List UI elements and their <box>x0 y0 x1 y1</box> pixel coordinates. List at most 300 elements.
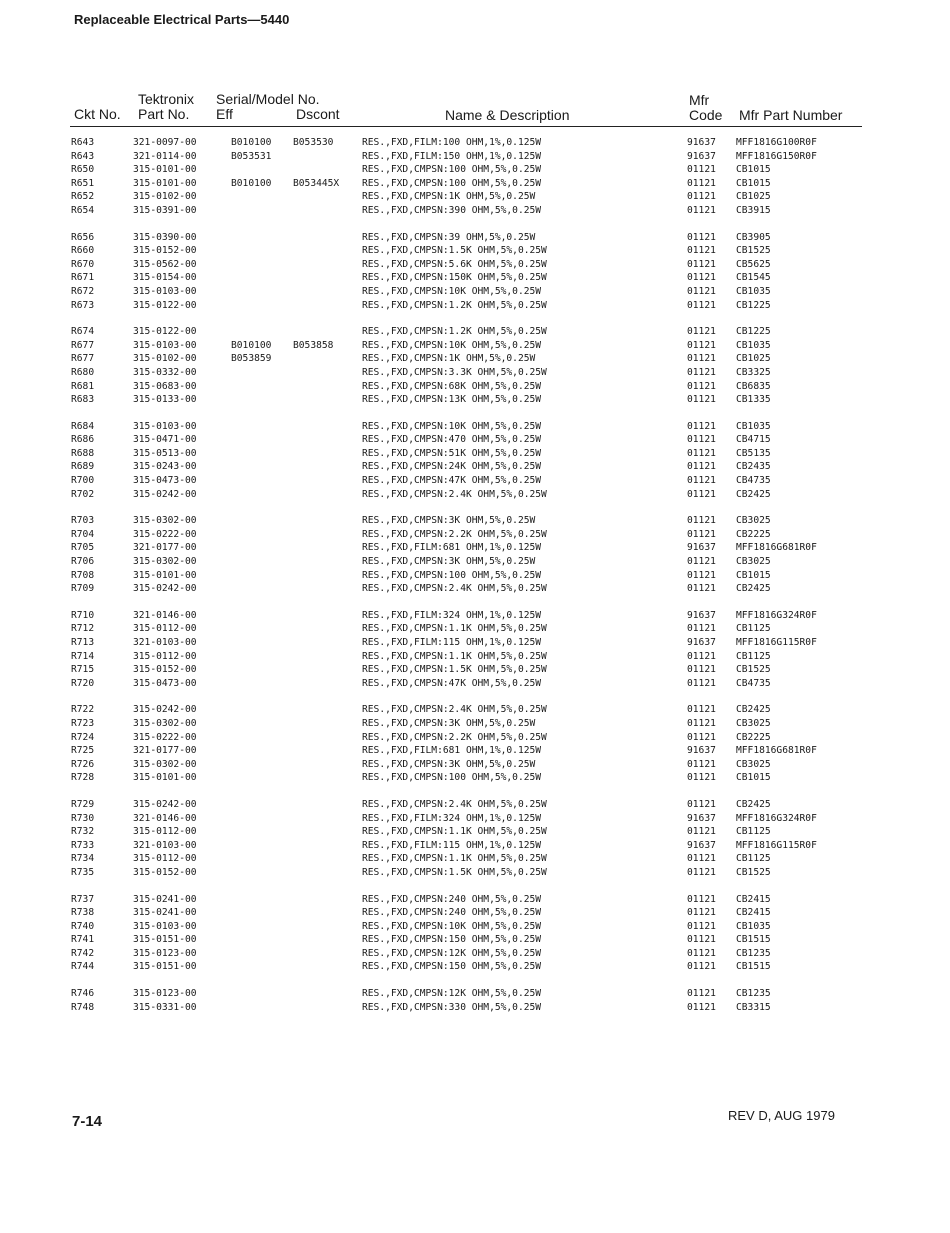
part-no-cell: 315-0473-00 <box>133 677 197 689</box>
name-description-cell: RES.,FXD,FILM:115 OHM,1%,0.125W <box>362 839 542 851</box>
mfr-code-cell: 01121 <box>687 1001 716 1013</box>
mfr-code-cell: 01121 <box>687 434 716 446</box>
table-row <box>0 177 950 191</box>
page-title: Replaceable Electrical Parts—5440 <box>74 12 290 27</box>
part-no-cell: 315-0102-00 <box>133 353 197 365</box>
table-row <box>0 555 950 569</box>
mfr-part-number-cell: CB6835 <box>736 380 771 392</box>
column-header-part-no-label: Part No. <box>138 106 190 122</box>
column-header-tektronix-label: Tektronix <box>138 91 195 107</box>
part-no-cell: 315-0103-00 <box>133 420 197 432</box>
ckt-no-cell: R677 <box>71 339 95 351</box>
column-header-mfr-part-number: Mfr Part Number <box>739 107 843 123</box>
mfr-part-number-cell: MFF1816G115R0F <box>736 839 817 851</box>
part-no-cell: 315-0562-00 <box>133 258 197 270</box>
part-no-cell: 315-0123-00 <box>133 988 197 1000</box>
row-group <box>0 893 950 975</box>
part-no-cell: 315-0513-00 <box>133 447 197 459</box>
mfr-code-cell: 01121 <box>687 717 716 729</box>
table-row <box>0 541 950 555</box>
ckt-no-cell: R735 <box>71 866 95 878</box>
mfr-code-cell: 01121 <box>687 988 716 1000</box>
name-description-cell: RES.,FXD,CMPSN:10K OHM,5%,0.25W <box>362 920 542 932</box>
mfr-code-cell: 01121 <box>687 177 716 189</box>
table-row <box>0 285 950 299</box>
part-no-cell: 315-0122-00 <box>133 326 197 338</box>
mfr-part-number-cell: CB5625 <box>736 258 771 270</box>
mfr-code-cell: 01121 <box>687 556 716 568</box>
name-description-cell: RES.,FXD,FILM:324 OHM,1%,0.125W <box>362 812 542 824</box>
column-header-tektronix-part-no <box>138 92 194 122</box>
name-description-cell: RES.,FXD,CMPSN:5.6K OHM,5%,0.25W <box>362 258 547 270</box>
name-description-cell: RES.,FXD,CMPSN:150 OHM,5%,0.25W <box>362 934 542 946</box>
row-group <box>0 231 950 313</box>
column-header-name-description: Name & Description <box>445 107 570 123</box>
mfr-code-cell: 01121 <box>687 285 716 297</box>
mfr-code-cell: 01121 <box>687 961 716 973</box>
part-no-cell: 315-0133-00 <box>133 394 197 406</box>
mfr-part-number-cell: MFF1816G681R0F <box>736 745 817 757</box>
name-description-cell: RES.,FXD,CMPSN:2.4K OHM,5%,0.25W <box>362 798 547 810</box>
mfr-part-number-cell: CB1525 <box>736 245 771 257</box>
mfr-code-cell: 01121 <box>687 826 716 838</box>
mfr-part-number-cell: CB4735 <box>736 475 771 487</box>
mfr-code-cell: 01121 <box>687 704 716 716</box>
ckt-no-cell: R730 <box>71 812 95 824</box>
mfr-part-number-cell: CB1035 <box>736 339 771 351</box>
table-row <box>0 677 950 691</box>
name-description-cell: RES.,FXD,CMPSN:2.4K OHM,5%,0.25W <box>362 488 547 500</box>
ckt-no-cell: R726 <box>71 758 95 770</box>
mfr-part-number-cell: CB4715 <box>736 434 771 446</box>
name-description-cell: RES.,FXD,FILM:100 OHM,1%,0.125W <box>362 137 542 148</box>
mfr-code-cell: 01121 <box>687 488 716 500</box>
name-description-cell: RES.,FXD,CMPSN:12K OHM,5%,0.25W <box>362 988 542 1000</box>
name-description-cell: RES.,FXD,CMPSN:39 OHM,5%,0.25W <box>362 231 536 243</box>
mfr-part-number-cell: CB1225 <box>736 299 771 311</box>
mfr-code-cell: 01121 <box>687 934 716 946</box>
name-description-cell: RES.,FXD,CMPSN:1.2K OHM,5%,0.25W <box>362 326 547 338</box>
name-description-cell: RES.,FXD,CMPSN:330 OHM,5%,0.25W <box>362 1001 542 1013</box>
ckt-no-cell: R728 <box>71 772 95 784</box>
part-no-cell: 315-0112-00 <box>133 826 197 838</box>
column-header-dscont: Dscont <box>296 106 340 122</box>
part-no-cell: 315-0103-00 <box>133 339 197 351</box>
ckt-no-cell: R705 <box>71 542 95 554</box>
name-description-cell: RES.,FXD,CMPSN:1.1K OHM,5%,0.25W <box>362 853 547 865</box>
ckt-no-cell: R738 <box>71 907 95 919</box>
part-no-cell: 315-0152-00 <box>133 245 197 257</box>
mfr-part-number-cell: CB1025 <box>736 191 771 203</box>
dscont-serial-cell: B053530 <box>293 137 334 148</box>
ckt-no-cell: R734 <box>71 853 95 865</box>
mfr-code-cell: 01121 <box>687 164 716 176</box>
mfr-part-number-cell: CB3025 <box>736 515 771 527</box>
name-description-cell: RES.,FXD,CMPSN:3K OHM,5%,0.25W <box>362 758 536 770</box>
mfr-part-number-cell: CB3025 <box>736 717 771 729</box>
table-row <box>0 325 950 339</box>
name-description-cell: RES.,FXD,CMPSN:1.2K OHM,5%,0.25W <box>362 299 547 311</box>
mfr-code-cell: 01121 <box>687 339 716 351</box>
mfr-code-cell: 91637 <box>687 745 716 757</box>
part-no-cell: 315-0222-00 <box>133 528 197 540</box>
table-row <box>0 933 950 947</box>
name-description-cell: RES.,FXD,CMPSN:10K OHM,5%,0.25W <box>362 285 542 297</box>
mfr-part-number-cell: CB3315 <box>736 1001 771 1013</box>
name-description-cell: RES.,FXD,CMPSN:1.5K OHM,5%,0.25W <box>362 245 547 257</box>
ckt-no-cell: R684 <box>71 420 95 432</box>
table-row <box>0 906 950 920</box>
mfr-code-cell: 01121 <box>687 853 716 865</box>
part-no-cell: 315-0103-00 <box>133 920 197 932</box>
mfr-code-cell: 01121 <box>687 528 716 540</box>
mfr-code-cell: 01121 <box>687 475 716 487</box>
ckt-no-cell: R720 <box>71 677 95 689</box>
table-row <box>0 569 950 583</box>
part-no-cell: 315-0242-00 <box>133 704 197 716</box>
ckt-no-cell: R710 <box>71 609 95 621</box>
part-no-cell: 315-0471-00 <box>133 434 197 446</box>
ckt-no-cell: R732 <box>71 826 95 838</box>
mfr-part-number-cell: MFF1816G150R0F <box>736 150 817 162</box>
table-row <box>0 987 950 1001</box>
mfr-part-number-cell: CB2225 <box>736 731 771 743</box>
mfr-part-number-cell: CB1225 <box>736 326 771 338</box>
mfr-part-number-cell: CB1125 <box>736 623 771 635</box>
ckt-no-cell: R660 <box>71 245 95 257</box>
table-row <box>0 758 950 772</box>
mfr-code-cell: 01121 <box>687 380 716 392</box>
part-no-cell: 315-0102-00 <box>133 191 197 203</box>
table-row <box>0 744 950 758</box>
ckt-no-cell: R704 <box>71 528 95 540</box>
mfr-part-number-cell: CB3915 <box>736 204 771 216</box>
column-header-code-label: Code <box>689 107 723 123</box>
name-description-cell: RES.,FXD,CMPSN:2.2K OHM,5%,0.25W <box>362 731 547 743</box>
table-row <box>0 366 950 380</box>
row-group <box>0 987 950 1014</box>
mfr-part-number-cell: CB1515 <box>736 934 771 946</box>
name-description-cell: RES.,FXD,CMPSN:100 OHM,5%,0.25W <box>362 772 542 784</box>
name-description-cell: RES.,FXD,CMPSN:2.2K OHM,5%,0.25W <box>362 528 547 540</box>
part-no-cell: 321-0177-00 <box>133 542 197 554</box>
name-description-cell: RES.,FXD,CMPSN:13K OHM,5%,0.25W <box>362 394 542 406</box>
mfr-code-cell: 91637 <box>687 137 716 148</box>
mfr-code-cell: 01121 <box>687 907 716 919</box>
mfr-part-number-cell: CB1125 <box>736 650 771 662</box>
mfr-part-number-cell: CB3325 <box>736 366 771 378</box>
mfr-part-number-cell: CB2415 <box>736 907 771 919</box>
part-no-cell: 315-0112-00 <box>133 853 197 865</box>
part-no-cell: 315-0473-00 <box>133 475 197 487</box>
table-row <box>0 231 950 245</box>
name-description-cell: RES.,FXD,CMPSN:240 OHM,5%,0.25W <box>362 893 542 905</box>
ckt-no-cell: R702 <box>71 488 95 500</box>
part-no-cell: 315-0243-00 <box>133 461 197 473</box>
ckt-no-cell: R689 <box>71 461 95 473</box>
table-row <box>0 582 950 596</box>
name-description-cell: RES.,FXD,FILM:324 OHM,1%,0.125W <box>362 609 542 621</box>
mfr-part-number-cell: MFF1816G100R0F <box>736 137 817 148</box>
ckt-no-cell: R673 <box>71 299 95 311</box>
part-no-cell: 315-0302-00 <box>133 717 197 729</box>
mfr-part-number-cell: MFF1816G115R0F <box>736 637 817 648</box>
part-no-cell: 315-0390-00 <box>133 231 197 243</box>
mfr-code-cell: 01121 <box>687 231 716 243</box>
part-no-cell: 321-0103-00 <box>133 637 197 648</box>
name-description-cell: RES.,FXD,CMPSN:1.5K OHM,5%,0.25W <box>362 866 547 878</box>
eff-serial-cell: B010100 <box>231 339 272 351</box>
part-no-cell: 321-0146-00 <box>133 609 197 621</box>
table-row <box>0 650 950 664</box>
table-row <box>0 433 950 447</box>
mfr-code-cell: 01121 <box>687 731 716 743</box>
mfr-code-cell: 01121 <box>687 623 716 635</box>
table-row <box>0 812 950 826</box>
mfr-code-cell: 01121 <box>687 326 716 338</box>
row-group <box>0 798 950 880</box>
part-no-cell: 315-0101-00 <box>133 772 197 784</box>
table-row <box>0 920 950 934</box>
mfr-code-cell: 91637 <box>687 609 716 621</box>
ckt-no-cell: R700 <box>71 475 95 487</box>
ckt-no-cell: R714 <box>71 650 95 662</box>
mfr-part-number-cell: CB1125 <box>736 853 771 865</box>
ckt-no-cell: R681 <box>71 380 95 392</box>
ckt-no-cell: R706 <box>71 556 95 568</box>
ckt-no-cell: R740 <box>71 920 95 932</box>
mfr-code-cell: 91637 <box>687 150 716 162</box>
part-no-cell: 315-0103-00 <box>133 285 197 297</box>
ckt-no-cell: R748 <box>71 1001 95 1013</box>
table-row <box>0 380 950 394</box>
name-description-cell: RES.,FXD,CMPSN:100 OHM,5%,0.25W <box>362 569 542 581</box>
part-no-cell: 315-0101-00 <box>133 164 197 176</box>
name-description-cell: RES.,FXD,CMPSN:68K OHM,5%,0.25W <box>362 380 542 392</box>
table-row <box>0 393 950 407</box>
column-header-mfr-code <box>689 93 722 123</box>
mfr-code-cell: 01121 <box>687 677 716 689</box>
table-row <box>0 136 950 150</box>
name-description-cell: RES.,FXD,FILM:681 OHM,1%,0.125W <box>362 745 542 757</box>
table-row <box>0 636 950 650</box>
ckt-no-cell: R741 <box>71 934 95 946</box>
ckt-no-cell: R737 <box>71 893 95 905</box>
ckt-no-cell: R703 <box>71 515 95 527</box>
mfr-part-number-cell: CB1015 <box>736 772 771 784</box>
part-no-cell: 315-0332-00 <box>133 366 197 378</box>
ckt-no-cell: R677 <box>71 353 95 365</box>
part-no-cell: 315-0101-00 <box>133 569 197 581</box>
name-description-cell: RES.,FXD,CMPSN:240 OHM,5%,0.25W <box>362 907 542 919</box>
name-description-cell: RES.,FXD,FILM:115 OHM,1%,0.125W <box>362 637 542 648</box>
mfr-part-number-cell: CB2425 <box>736 583 771 595</box>
table-row <box>0 663 950 677</box>
page-number: 7-14 <box>72 1113 103 1130</box>
name-description-cell: RES.,FXD,FILM:681 OHM,1%,0.125W <box>362 542 542 554</box>
part-no-cell: 315-0152-00 <box>133 664 197 676</box>
ckt-no-cell: R709 <box>71 583 95 595</box>
mfr-code-cell: 01121 <box>687 299 716 311</box>
name-description-cell: RES.,FXD,CMPSN:470 OHM,5%,0.25W <box>362 434 542 446</box>
row-group <box>0 136 950 218</box>
mfr-code-cell: 01121 <box>687 947 716 959</box>
table-row <box>0 947 950 961</box>
part-no-cell: 315-0122-00 <box>133 299 197 311</box>
mfr-code-cell: 01121 <box>687 394 716 406</box>
ckt-no-cell: R672 <box>71 285 95 297</box>
table-row <box>0 299 950 313</box>
parts-table-body <box>0 136 950 1027</box>
name-description-cell: RES.,FXD,CMPSN:47K OHM,5%,0.25W <box>362 677 542 689</box>
mfr-part-number-cell: CB1515 <box>736 961 771 973</box>
mfr-code-cell: 01121 <box>687 191 716 203</box>
name-description-cell: RES.,FXD,CMPSN:10K OHM,5%,0.25W <box>362 339 542 351</box>
name-description-cell: RES.,FXD,CMPSN:100 OHM,5%,0.25W <box>362 177 542 189</box>
ckt-no-cell: R688 <box>71 447 95 459</box>
header-rule <box>70 126 862 127</box>
mfr-code-cell: 91637 <box>687 637 716 648</box>
mfr-part-number-cell: CB1525 <box>736 866 771 878</box>
eff-serial-cell: B053531 <box>231 150 272 162</box>
row-group <box>0 514 950 596</box>
table-row <box>0 447 950 461</box>
name-description-cell: RES.,FXD,CMPSN:150 OHM,5%,0.25W <box>362 961 542 973</box>
mfr-code-cell: 01121 <box>687 866 716 878</box>
mfr-code-cell: 01121 <box>687 461 716 473</box>
table-row <box>0 190 950 204</box>
dscont-serial-cell: B053858 <box>293 339 334 351</box>
name-description-cell: RES.,FXD,CMPSN:390 OHM,5%,0.25W <box>362 204 542 216</box>
mfr-part-number-cell: CB1015 <box>736 177 771 189</box>
mfr-code-cell: 01121 <box>687 650 716 662</box>
mfr-code-cell: 01121 <box>687 353 716 365</box>
name-description-cell: RES.,FXD,CMPSN:47K OHM,5%,0.25W <box>362 475 542 487</box>
mfr-part-number-cell: CB1015 <box>736 164 771 176</box>
mfr-part-number-cell: CB2415 <box>736 893 771 905</box>
ckt-no-cell: R671 <box>71 272 95 284</box>
name-description-cell: RES.,FXD,CMPSN:2.4K OHM,5%,0.25W <box>362 704 547 716</box>
ckt-no-cell: R742 <box>71 947 95 959</box>
table-row <box>0 609 950 623</box>
revision-label: REV D, AUG 1979 <box>728 1108 835 1123</box>
name-description-cell: RES.,FXD,CMPSN:1K OHM,5%,0.25W <box>362 191 536 203</box>
part-no-cell: 315-0151-00 <box>133 934 197 946</box>
ckt-no-cell: R713 <box>71 637 95 648</box>
name-description-cell: RES.,FXD,CMPSN:1K OHM,5%,0.25W <box>362 353 536 365</box>
ckt-no-cell: R683 <box>71 394 95 406</box>
mfr-code-cell: 01121 <box>687 920 716 932</box>
mfr-code-cell: 01121 <box>687 204 716 216</box>
name-description-cell: RES.,FXD,CMPSN:1.1K OHM,5%,0.25W <box>362 623 547 635</box>
mfr-code-cell: 01121 <box>687 893 716 905</box>
part-no-cell: 315-0242-00 <box>133 583 197 595</box>
ckt-no-cell: R652 <box>71 191 95 203</box>
name-description-cell: RES.,FXD,CMPSN:3K OHM,5%,0.25W <box>362 515 536 527</box>
mfr-code-cell: 01121 <box>687 272 716 284</box>
mfr-part-number-cell: CB3025 <box>736 758 771 770</box>
part-no-cell: 315-0242-00 <box>133 488 197 500</box>
ckt-no-cell: R733 <box>71 839 95 851</box>
name-description-cell: RES.,FXD,CMPSN:24K OHM,5%,0.25W <box>362 461 542 473</box>
mfr-code-cell: 91637 <box>687 839 716 851</box>
part-no-cell: 315-0151-00 <box>133 961 197 973</box>
mfr-part-number-cell: CB1025 <box>736 353 771 365</box>
mfr-code-cell: 01121 <box>687 758 716 770</box>
table-row <box>0 204 950 218</box>
ckt-no-cell: R723 <box>71 717 95 729</box>
column-header-serial-model-no: Serial/Model No. <box>216 91 320 107</box>
part-no-cell: 315-0302-00 <box>133 556 197 568</box>
name-description-cell: RES.,FXD,CMPSN:150K OHM,5%,0.25W <box>362 272 547 284</box>
row-group <box>0 703 950 785</box>
mfr-part-number-cell: CB1525 <box>736 664 771 676</box>
table-row <box>0 852 950 866</box>
ckt-no-cell: R656 <box>71 231 95 243</box>
table-row <box>0 244 950 258</box>
mfr-part-number-cell: MFF1816G324R0F <box>736 609 817 621</box>
ckt-no-cell: R725 <box>71 745 95 757</box>
table-row <box>0 150 950 164</box>
ckt-no-cell: R708 <box>71 569 95 581</box>
mfr-part-number-cell: CB1035 <box>736 920 771 932</box>
mfr-part-number-cell: MFF1816G681R0F <box>736 542 817 554</box>
ckt-no-cell: R674 <box>71 326 95 338</box>
mfr-part-number-cell: CB2425 <box>736 704 771 716</box>
mfr-part-number-cell: CB3905 <box>736 231 771 243</box>
table-row <box>0 893 950 907</box>
mfr-part-number-cell: MFF1816G324R0F <box>736 812 817 824</box>
mfr-code-cell: 01121 <box>687 258 716 270</box>
table-row <box>0 798 950 812</box>
part-no-cell: 321-0114-00 <box>133 150 197 162</box>
eff-serial-cell: B010100 <box>231 137 272 148</box>
ckt-no-cell: R729 <box>71 798 95 810</box>
mfr-part-number-cell: CB1015 <box>736 569 771 581</box>
name-description-cell: RES.,FXD,CMPSN:100 OHM,5%,0.25W <box>362 164 542 176</box>
ckt-no-cell: R712 <box>71 623 95 635</box>
mfr-part-number-cell: CB1035 <box>736 420 771 432</box>
table-row <box>0 163 950 177</box>
column-header-mfr-label: Mfr <box>689 92 710 108</box>
mfr-code-cell: 01121 <box>687 447 716 459</box>
table-row <box>0 528 950 542</box>
eff-serial-cell: B053859 <box>231 353 272 365</box>
part-no-cell: 315-0112-00 <box>133 650 197 662</box>
part-no-cell: 315-0112-00 <box>133 623 197 635</box>
mfr-code-cell: 01121 <box>687 583 716 595</box>
name-description-cell: RES.,FXD,CMPSN:1.5K OHM,5%,0.25W <box>362 664 547 676</box>
mfr-part-number-cell: CB2435 <box>736 461 771 473</box>
ckt-no-cell: R643 <box>71 150 95 162</box>
mfr-part-number-cell: CB1335 <box>736 394 771 406</box>
table-row <box>0 825 950 839</box>
part-no-cell: 315-0242-00 <box>133 798 197 810</box>
part-no-cell: 315-0101-00 <box>133 177 197 189</box>
row-group <box>0 609 950 691</box>
mfr-part-number-cell: CB1125 <box>736 826 771 838</box>
part-no-cell: 315-0302-00 <box>133 515 197 527</box>
name-description-cell: RES.,FXD,CMPSN:10K OHM,5%,0.25W <box>362 420 542 432</box>
table-row <box>0 866 950 880</box>
name-description-cell: RES.,FXD,CMPSN:2.4K OHM,5%,0.25W <box>362 583 547 595</box>
name-description-cell: RES.,FXD,CMPSN:3.3K OHM,5%,0.25W <box>362 366 547 378</box>
part-no-cell: 321-0177-00 <box>133 745 197 757</box>
table-row <box>0 271 950 285</box>
mfr-code-cell: 01121 <box>687 798 716 810</box>
part-no-cell: 315-0391-00 <box>133 204 197 216</box>
dscont-serial-cell: B053445X <box>293 177 340 189</box>
